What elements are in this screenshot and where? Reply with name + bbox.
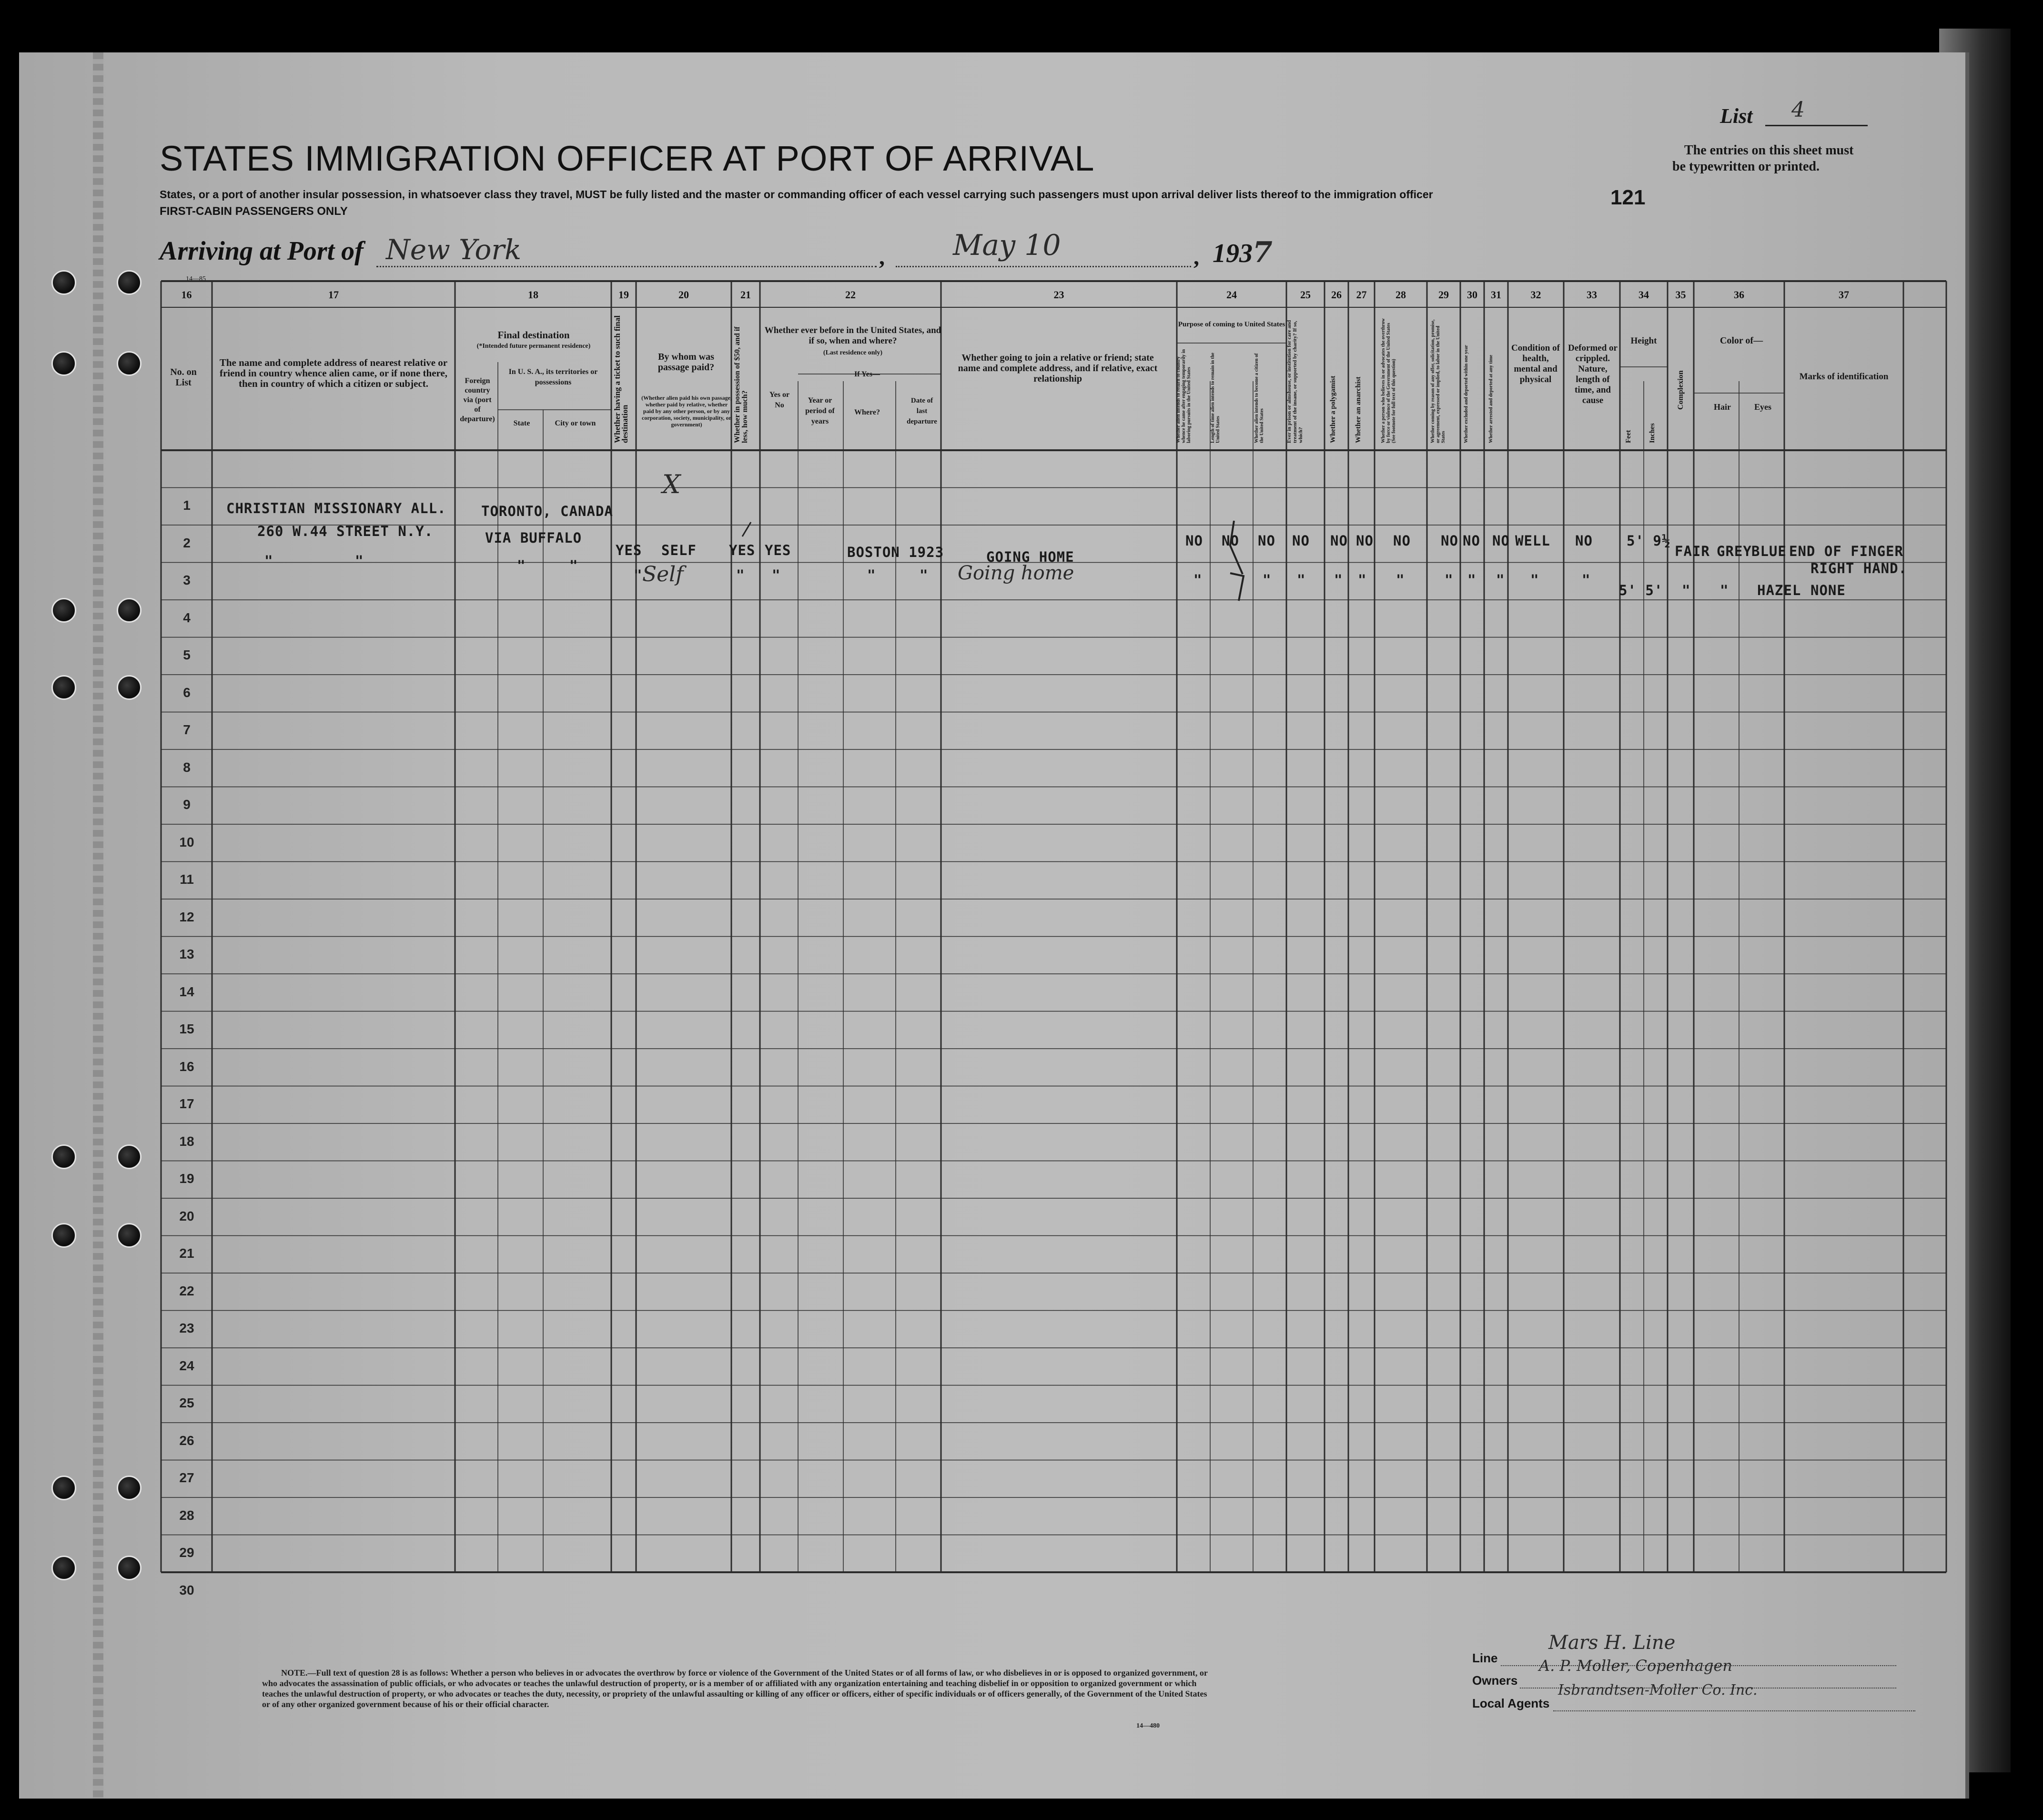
header-27: Whether an anarchist bbox=[1355, 376, 1362, 443]
header-34-feet: Feet bbox=[1625, 430, 1632, 443]
entry-row2-deformed: NO bbox=[1575, 533, 1593, 549]
column-number: 19 bbox=[618, 289, 629, 301]
owners-signature: A. P. Moller, Copenhagen bbox=[1539, 1657, 1732, 1675]
entry-row4-marks: NONE bbox=[1810, 582, 1846, 598]
entry-row2-27: NO bbox=[1356, 533, 1374, 549]
header-32: Condition of health, mental and physical bbox=[1511, 343, 1560, 384]
column-number: 30 bbox=[1467, 289, 1477, 301]
line-label: Line bbox=[1472, 1651, 1498, 1665]
owners-label: Owners bbox=[1472, 1673, 1518, 1688]
ditto-mark: " bbox=[1582, 572, 1591, 588]
ditto-mark: " bbox=[1682, 582, 1691, 598]
ditto-mark: " bbox=[1530, 572, 1539, 588]
entry-row2-hair: GREY bbox=[1717, 543, 1752, 559]
column-number: 31 bbox=[1491, 289, 1501, 301]
row-number: 6 bbox=[183, 685, 191, 700]
header-36: Color of— bbox=[1719, 335, 1763, 346]
header-34: Height bbox=[1630, 336, 1657, 346]
header-22-ifyes: If Yes— bbox=[854, 370, 880, 378]
row-number: 18 bbox=[179, 1133, 194, 1149]
header-26: Whether a polygamist bbox=[1329, 375, 1337, 443]
row-number: 22 bbox=[179, 1283, 194, 1298]
row-number: 1 bbox=[183, 498, 191, 513]
column-number: 18 bbox=[528, 289, 538, 301]
column-number: 28 bbox=[1396, 289, 1406, 301]
column-number: 33 bbox=[1587, 289, 1597, 301]
handwritten-going-home: Going home bbox=[958, 562, 1074, 584]
row-number: 2 bbox=[183, 535, 191, 550]
row-number: 30 bbox=[179, 1582, 194, 1598]
row-number: 11 bbox=[180, 872, 194, 887]
header-22-yesno: Yes or No bbox=[769, 391, 790, 409]
agents-signature: Isbrandtsen-Moller Co. Inc. bbox=[1558, 1682, 1758, 1699]
handwritten-mark: X bbox=[662, 469, 681, 499]
row-number: 13 bbox=[179, 947, 194, 961]
column-number: 35 bbox=[1675, 289, 1686, 301]
column-number: 36 bbox=[1734, 289, 1744, 301]
header-18-title: Final destination bbox=[497, 329, 570, 341]
ditto-mark: " bbox=[1396, 572, 1405, 588]
row-number: 5 bbox=[183, 647, 191, 662]
entry-row2-complexion: FAIR bbox=[1675, 543, 1710, 559]
entry-row2-29: NO bbox=[1441, 533, 1458, 549]
ditto-mark: " bbox=[1193, 572, 1203, 588]
column-number: 20 bbox=[678, 289, 689, 301]
row-number: 10 bbox=[179, 834, 194, 849]
entry-row2-24b: NO bbox=[1222, 533, 1239, 549]
entry-row1-relative: CHRISTIAN MISSIONARY ALL. bbox=[226, 500, 446, 516]
column-number: 37 bbox=[1839, 289, 1849, 301]
entry-row1-destination: TORONTO, CANADA bbox=[481, 503, 613, 519]
form-code: 14—480 bbox=[1136, 1722, 1160, 1729]
arriving-label: Arriving at Port of bbox=[160, 236, 364, 266]
header-17: The name and complete address of nearest relative or friend in country whence alien came, or if none there, then in country of which a citizen or subject. bbox=[219, 357, 448, 389]
header-33: Deformed or crippled. Nature, length of time, and cause bbox=[1568, 343, 1618, 405]
date-value: May 10 bbox=[953, 229, 1061, 262]
header-23: Whether going to join a relative or friend; state name and complete address, and if relative, exact relationship bbox=[958, 353, 1158, 384]
header-28: Whether a person who believes in or advocates the overthrow by force or violence of the Government of the United States (See footnote for full text of this question) bbox=[1381, 318, 1396, 443]
row-number: 14 bbox=[179, 984, 194, 999]
entry-row2-marks: END OF FINGER bbox=[1789, 543, 1903, 559]
ditto-mark: " bbox=[1467, 572, 1477, 588]
list-label: List bbox=[1720, 104, 1753, 128]
line-signature: Mars H. Line bbox=[1548, 1632, 1676, 1654]
row-number: 3 bbox=[183, 573, 191, 587]
ditto-mark: " bbox=[569, 557, 578, 574]
row-number: 4 bbox=[183, 610, 191, 625]
entries-note-1: The entries on this sheet must bbox=[1684, 143, 1854, 158]
row-number: 29 bbox=[179, 1545, 194, 1560]
ditto-mark: " bbox=[1263, 572, 1272, 588]
header-29: Whether coming by reason of any offer, solicitation, promise, or agreement, expressed or implied, to labor in the United States bbox=[1430, 319, 1446, 443]
entry-row2-30: NO bbox=[1463, 533, 1480, 549]
entry-row3-marks: RIGHT HAND. bbox=[1810, 560, 1908, 576]
entry-row2-via: VIA BUFFALO bbox=[485, 530, 582, 546]
ditto-mark: " bbox=[772, 567, 781, 583]
header-22: Whether ever before in the United States, and if so, when and where? bbox=[764, 325, 941, 346]
agents-line bbox=[1553, 1710, 1915, 1711]
entry-row2-address: 260 W.44 STREET N.Y. bbox=[257, 523, 434, 539]
column-number: 24 bbox=[1226, 289, 1237, 301]
ditto-mark: " bbox=[1297, 572, 1306, 588]
header-18-usa: In U. S. A., its territories or possessions bbox=[508, 368, 598, 386]
ditto-mark: " bbox=[517, 557, 526, 574]
entry-row2-before: YES bbox=[765, 542, 791, 558]
column-number: 32 bbox=[1530, 289, 1541, 301]
entry-row2-ticket: YES bbox=[616, 542, 642, 558]
handwritten-check-21 bbox=[738, 519, 757, 538]
ditto-mark: " bbox=[1496, 572, 1505, 588]
footnote: NOTE.—Full text of question 28 is as follows: Whether a person who believes in or advocates the overthrow by force or violence of the Government of the United States or of all forms of law, or who disbelieves in or is opposed to organized government, or who advocates the assassination of public officials, or who advocates or teaches the unlawful destruction of property, or is a member of or affiliated with any organization entertaining and teaching disbelief in or opposition to organized government or which teaches the unlawful destruction of property, or who advocates or teaches the duty, necessity, or propriety of the unlawful assaulting or killing of any officer or officers, either of specific individuals or of officers generally, of the Government of the United States or of any other organized government because of his or their official character. bbox=[262, 1668, 1208, 1709]
entry-row2-25: NO bbox=[1292, 533, 1310, 549]
header-25: Ever in prison or almshouse, or institution for care and treatment of the insane, or supported by charity? If so, which? bbox=[1286, 320, 1304, 443]
row-number: 21 bbox=[179, 1246, 194, 1261]
agents-label: Local Agents bbox=[1472, 1696, 1550, 1710]
entry-row2-24a: NO bbox=[1185, 533, 1203, 549]
header-18-state: State bbox=[513, 419, 530, 427]
header-24a: Whether alien intends to return to country whence he came after engaging temporarily in laboring pursuits in the United States bbox=[1176, 349, 1192, 443]
ditto-mark: " bbox=[736, 567, 745, 583]
entry-row2-fifty: YES bbox=[729, 542, 756, 558]
entry-row2-join: GOING HOME bbox=[986, 549, 1074, 565]
entry-row2-26: NO bbox=[1330, 533, 1348, 549]
header-18-city: City or town bbox=[555, 419, 596, 427]
row-number: 8 bbox=[183, 759, 191, 775]
column-number: 27 bbox=[1356, 289, 1367, 301]
ditto-mark: " bbox=[1334, 572, 1343, 588]
header-31: Whether arrested and deported at any time bbox=[1488, 354, 1494, 443]
header-22-date: Date of last departure bbox=[907, 397, 937, 425]
column-number: 22 bbox=[845, 289, 856, 301]
entry-row2-paid: SELF bbox=[661, 542, 697, 558]
row-number: 28 bbox=[179, 1507, 194, 1523]
page-number: 121 bbox=[1610, 186, 1646, 209]
header-21: Whether in possession of $50, and if less, how much? bbox=[733, 326, 749, 443]
row-number: 7 bbox=[183, 722, 191, 737]
row-number: 24 bbox=[179, 1358, 194, 1373]
column-number: 23 bbox=[1053, 289, 1064, 301]
header-20-note: (Whether alien paid his own passage, whether paid by relative, whether paid by any other person, or by any corporation, society, municipality, or government) bbox=[641, 394, 732, 428]
ditto-mark: " bbox=[920, 567, 929, 583]
column-number: 16 bbox=[181, 289, 192, 301]
header-22-year: Year or period of years bbox=[805, 396, 835, 425]
ditto-mark: " bbox=[1720, 582, 1729, 598]
entry-row2-28: NO bbox=[1393, 533, 1411, 549]
comma: , bbox=[879, 244, 885, 270]
entry-row2-31: NO bbox=[1492, 533, 1510, 549]
header-18-foreign: Foreign country via (port of departure) bbox=[460, 377, 495, 423]
header-22-where: Where? bbox=[854, 408, 880, 416]
header-35: Complexion bbox=[1677, 370, 1685, 410]
ditto-mark: " bbox=[355, 553, 364, 569]
comma: , bbox=[1193, 244, 1199, 270]
row-number: 9 bbox=[183, 797, 191, 812]
header-24c: Whether alien intends to become a citizen of the United States bbox=[1254, 353, 1264, 443]
column-number: 29 bbox=[1438, 289, 1449, 301]
column-number: 25 bbox=[1300, 289, 1311, 301]
entry-row4-eyes: HAZEL bbox=[1757, 582, 1801, 598]
header-36-hair: Hair bbox=[1714, 402, 1731, 412]
column-number: 34 bbox=[1638, 289, 1649, 301]
row-number: 17 bbox=[179, 1096, 194, 1111]
entry-row2-health: WELL bbox=[1515, 533, 1550, 549]
year-value: 1937 bbox=[1213, 236, 1273, 269]
form-number-small: 14—85 bbox=[186, 275, 206, 283]
header-24: Purpose of coming to United States bbox=[1178, 321, 1285, 328]
header-22-note: (Last residence only) bbox=[823, 349, 883, 356]
handwritten-self: Self bbox=[642, 562, 684, 586]
row-number: 16 bbox=[179, 1059, 194, 1074]
row-number: 20 bbox=[179, 1208, 194, 1223]
header-30: Whether excluded and deported within one year bbox=[1464, 345, 1469, 443]
header-20: By whom was passage paid? bbox=[657, 352, 715, 373]
ditto-mark: " bbox=[867, 567, 876, 583]
cabin-class: FIRST-CABIN PASSENGERS ONLY bbox=[160, 205, 348, 218]
list-number: 4 bbox=[1791, 98, 1805, 122]
row-number: 19 bbox=[179, 1171, 194, 1186]
ditto-mark: " bbox=[264, 553, 273, 569]
header-16: No. on List bbox=[170, 367, 197, 388]
row-number: 23 bbox=[179, 1321, 194, 1335]
row-number: 25 bbox=[179, 1395, 194, 1410]
ditto-mark: " bbox=[1445, 572, 1454, 588]
header-36-eyes: Eyes bbox=[1754, 402, 1771, 412]
entries-note-2: be typewritten or printed. bbox=[1672, 159, 1820, 174]
column-number: 21 bbox=[740, 289, 751, 301]
row-number: 26 bbox=[179, 1433, 194, 1448]
entry-row2-where: BOSTON 1923 bbox=[847, 544, 944, 560]
entry-row4-height: 5' 5' bbox=[1619, 582, 1663, 598]
handwritten-check-24 bbox=[1220, 517, 1258, 607]
header-18-note: (*Intended future permanent residence) bbox=[476, 343, 591, 350]
header-37: Marks of identification bbox=[1799, 372, 1889, 382]
row-number: 12 bbox=[179, 909, 194, 924]
entry-row2-eyes: BLUE bbox=[1751, 543, 1787, 559]
ditto-mark: " bbox=[1358, 572, 1367, 588]
port-value: New York bbox=[386, 233, 522, 266]
row-number: 27 bbox=[179, 1470, 194, 1485]
page-title: STATES IMMIGRATION OFFICER AT PORT OF ARRIVAL bbox=[160, 139, 1095, 178]
entry-row2-24c: NO bbox=[1258, 533, 1275, 549]
header-24b: Length of time alien intends to remain in the United States bbox=[1210, 353, 1221, 443]
row-number: 15 bbox=[179, 1021, 194, 1036]
column-number: 26 bbox=[1331, 289, 1342, 301]
header-34-inches: Inches bbox=[1649, 423, 1656, 443]
entry-row2-height: 5' 9½ bbox=[1627, 533, 1671, 549]
column-number: 17 bbox=[328, 289, 339, 301]
header-19: Whether having a ticket to such final destination bbox=[613, 315, 629, 443]
subtitle: States, or a port of another insular possession, in whatsoever class they travel, MUST be fully listed and the master or commanding officer of each vessel carrying such passengers must upon arrival deliver lists thereof to the immigration officer bbox=[160, 188, 1433, 201]
ditto-mark: " bbox=[634, 567, 643, 583]
